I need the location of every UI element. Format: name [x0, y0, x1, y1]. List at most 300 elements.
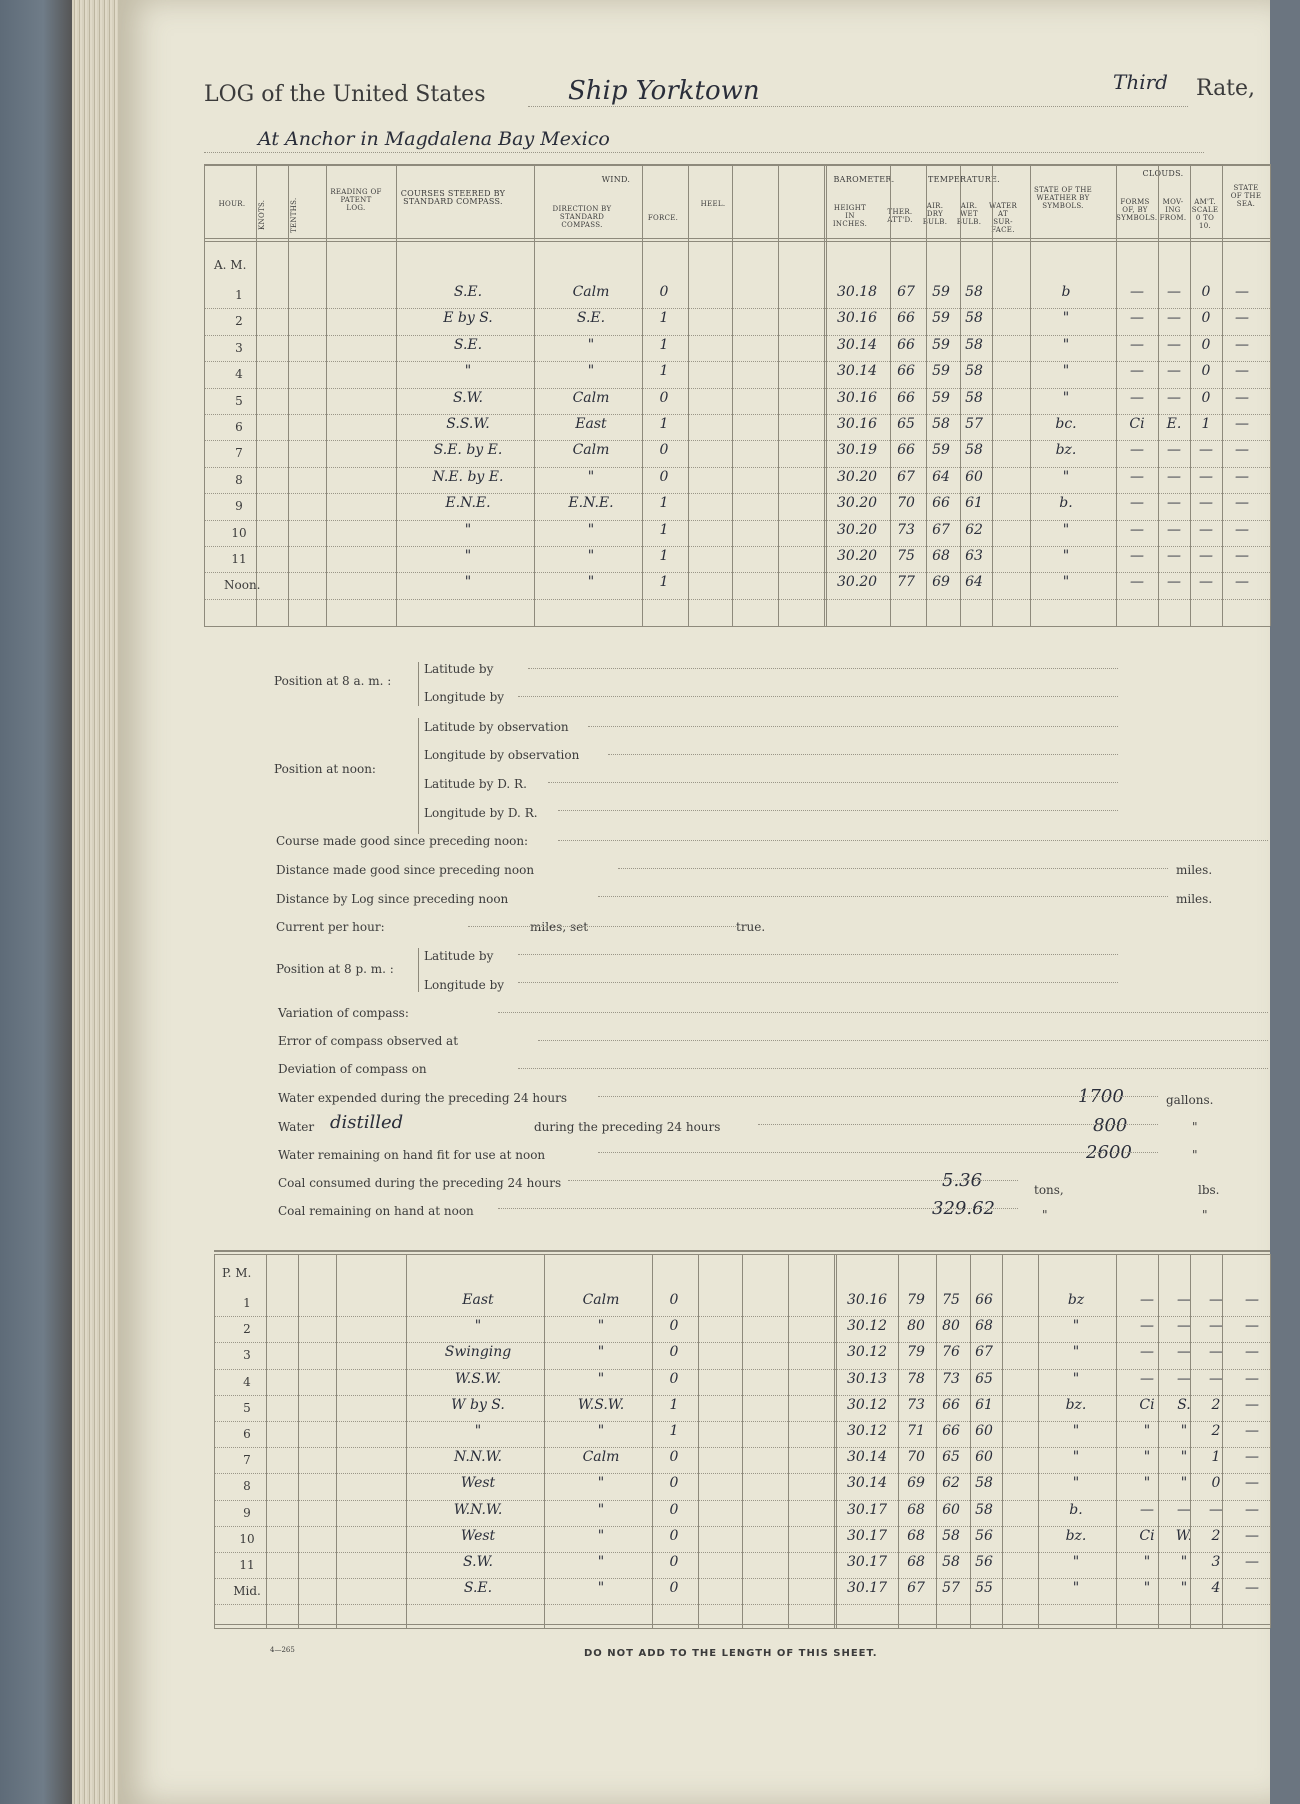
- weather-cell: bz.: [1065, 1527, 1087, 1544]
- wet-cell: 63: [965, 548, 983, 564]
- force-cell: 0: [659, 284, 669, 300]
- course-cell: Swinging: [444, 1344, 512, 1361]
- course-cell: S.E.: [463, 1580, 493, 1597]
- moving-cell: —: [1177, 1318, 1191, 1335]
- force-cell: 0: [669, 1344, 679, 1361]
- course-cell: S.W.: [453, 389, 483, 406]
- dir-cell: ": [597, 1475, 605, 1492]
- dir-cell: ": [587, 548, 595, 564]
- force-cell: 0: [669, 1370, 679, 1387]
- ther-cell: 70: [907, 1449, 925, 1466]
- bar-cell: 30.14: [846, 1449, 888, 1466]
- table-rule: [1116, 1254, 1117, 1628]
- moving-cell: ": [1180, 1580, 1188, 1597]
- course-cell: S.E.: [453, 336, 483, 353]
- weather-cell: b: [1061, 284, 1071, 300]
- wet-cell: 67: [975, 1344, 993, 1361]
- table-rule: [1116, 164, 1117, 626]
- dir-cell: ": [597, 1501, 605, 1518]
- table-rule: [1222, 1254, 1223, 1628]
- dry-cell: 76: [942, 1344, 960, 1361]
- moving-cell: —: [1167, 442, 1181, 459]
- water-during: during the preceding 24 hours: [534, 1120, 721, 1134]
- weather-cell: bc.: [1055, 416, 1077, 432]
- forms-cell: —: [1140, 1292, 1154, 1308]
- hour-cell: 10: [239, 1531, 255, 1546]
- table-rule: [836, 1254, 837, 1628]
- sea-cell: —: [1245, 1344, 1259, 1361]
- forms-cell: Ci: [1129, 416, 1145, 432]
- weather-cell: ": [1072, 1475, 1080, 1492]
- bar-cell: 30.16: [846, 1292, 888, 1308]
- log-sheet: [118, 0, 1270, 1804]
- hour-cell: Mid.: [233, 1584, 261, 1599]
- table-rule: [1158, 1254, 1159, 1628]
- course-cell: N.N.W.: [453, 1449, 502, 1466]
- table-rule: [698, 1254, 699, 1628]
- col-force: FORCE.: [647, 214, 679, 222]
- sea-cell: —: [1245, 1423, 1259, 1439]
- table-rule: [778, 164, 779, 626]
- dir-cell: ": [597, 1318, 605, 1335]
- ther-cell: 66: [897, 310, 915, 327]
- lat-by-8pm: Latitude by: [424, 949, 494, 963]
- moving-cell: —: [1167, 468, 1181, 485]
- dir-cell: Calm: [572, 442, 610, 459]
- course-cell: W.N.W.: [453, 1501, 503, 1518]
- miles-set: miles, set: [530, 920, 589, 934]
- hour-cell: 5: [243, 1400, 251, 1415]
- wet-cell: 58: [975, 1475, 993, 1492]
- weather-cell: ": [1072, 1423, 1080, 1439]
- miles-2: miles.: [1176, 892, 1213, 906]
- course-cell: ": [474, 1318, 482, 1335]
- col-heel: HEEL.: [700, 200, 726, 208]
- bar-cell: 30.14: [846, 1475, 888, 1492]
- ther-cell: 70: [897, 495, 915, 512]
- weather-cell: ": [1062, 336, 1070, 353]
- col-air-dry: AIR. DRY BULB.: [922, 202, 948, 226]
- wet-cell: 58: [965, 336, 983, 353]
- hour-cell: 3: [235, 340, 243, 355]
- moving-cell: —: [1167, 284, 1181, 300]
- course-cell: E by S.: [443, 310, 493, 327]
- dir-cell: W.S.W.: [577, 1396, 625, 1413]
- weather-cell: ": [1072, 1318, 1080, 1335]
- forms-cell: ": [1143, 1554, 1151, 1570]
- sea-cell: —: [1245, 1370, 1259, 1387]
- table-rule: [960, 164, 961, 626]
- amt-cell: 2: [1211, 1527, 1221, 1544]
- table-rule: [970, 1254, 971, 1628]
- amt-cell: 3: [1211, 1554, 1221, 1570]
- force-cell: 0: [669, 1292, 679, 1308]
- bar-cell: 30.16: [836, 389, 878, 406]
- weather-cell: ": [1072, 1580, 1080, 1597]
- moving-cell: ": [1180, 1475, 1188, 1492]
- sea-cell: —: [1235, 389, 1249, 406]
- wet-cell: 60: [975, 1449, 993, 1466]
- moving-cell: —: [1167, 310, 1181, 327]
- course-cell: S.E.: [453, 284, 483, 300]
- force-cell: 1: [659, 574, 669, 591]
- hour-cell: Noon.: [224, 578, 261, 593]
- table-rule: [1030, 164, 1031, 626]
- hour-cell: 11: [239, 1558, 255, 1572]
- amt-cell: —: [1209, 1501, 1223, 1518]
- am-label: A. M.: [214, 258, 247, 272]
- sea-cell: —: [1245, 1527, 1259, 1544]
- sea-cell: —: [1245, 1501, 1259, 1518]
- sea-cell: —: [1235, 363, 1249, 380]
- col-amount: AM'T. SCALE 0 TO 10.: [1191, 198, 1219, 230]
- bar-cell: 30.20: [836, 574, 878, 591]
- wet-cell: 66: [975, 1292, 993, 1308]
- water-expended-label: Water expended during the preceding 24 hours: [278, 1091, 568, 1105]
- bar-cell: 30.18: [836, 284, 878, 300]
- sea-cell: —: [1245, 1554, 1259, 1570]
- forms-cell: —: [1130, 442, 1144, 459]
- sea-cell: —: [1245, 1475, 1259, 1492]
- hour-cell: 6: [235, 420, 243, 434]
- course-cell: E.N.E.: [445, 495, 491, 512]
- current: Current per hour:: [276, 920, 385, 934]
- ther-cell: 73: [907, 1396, 925, 1413]
- moving-cell: —: [1167, 574, 1181, 591]
- wet-cell: 61: [965, 495, 983, 512]
- force-cell: 1: [659, 416, 669, 432]
- force-cell: 1: [659, 521, 669, 538]
- dry-cell: 57: [942, 1580, 960, 1597]
- forms-cell: —: [1130, 495, 1144, 512]
- sea-cell: —: [1245, 1396, 1259, 1413]
- moving-cell: W.: [1175, 1527, 1193, 1544]
- col-state-sea: STATE OF THE SEA.: [1230, 184, 1262, 208]
- ther-cell: 73: [897, 521, 915, 538]
- dry-cell: 68: [932, 548, 950, 564]
- amt-cell: —: [1209, 1344, 1223, 1361]
- tons: tons,: [1034, 1183, 1064, 1197]
- dry-cell: 73: [942, 1370, 960, 1387]
- dry-cell: 75: [942, 1292, 960, 1308]
- moving-cell: ": [1180, 1423, 1188, 1439]
- sea-cell: —: [1245, 1449, 1259, 1466]
- table-rule: [688, 164, 689, 626]
- forms-cell: —: [1130, 363, 1144, 380]
- dry-cell: 59: [932, 284, 950, 300]
- ther-cell: 68: [907, 1501, 925, 1518]
- long-by-8am: Longitude by: [424, 690, 505, 704]
- wet-cell: 56: [975, 1554, 993, 1570]
- dry-cell: 66: [942, 1396, 960, 1413]
- table-rule: [336, 1254, 337, 1628]
- dir-cell: ": [597, 1344, 605, 1361]
- force-cell: 0: [669, 1527, 679, 1544]
- table-rule: [544, 1254, 545, 1628]
- forms-cell: —: [1130, 310, 1144, 327]
- forms-cell: Ci: [1139, 1396, 1155, 1413]
- forms-cell: —: [1130, 548, 1144, 564]
- dry-cell: 65: [942, 1449, 960, 1466]
- amt-cell: 2: [1211, 1423, 1221, 1439]
- amt-cell: —: [1209, 1318, 1223, 1335]
- dir-cell: Calm: [582, 1292, 620, 1308]
- long-obs: Longitude by observation: [424, 748, 580, 762]
- force-cell: 1: [659, 495, 669, 512]
- forms-cell: ": [1143, 1475, 1151, 1492]
- dry-cell: 66: [932, 495, 950, 512]
- footer-notice: DO NOT ADD TO THE LENGTH OF THIS SHEET.: [584, 1648, 878, 1659]
- ther-cell: 66: [897, 389, 915, 406]
- brace: [418, 662, 419, 706]
- dir-cell: ": [597, 1580, 605, 1597]
- table-rule: [1222, 164, 1223, 626]
- moving-cell: ": [1180, 1554, 1188, 1570]
- wet-cell: 56: [975, 1527, 993, 1544]
- forms-cell: —: [1130, 389, 1144, 406]
- brace: [418, 718, 419, 834]
- moving-cell: —: [1177, 1370, 1191, 1387]
- course-cell: West: [460, 1475, 496, 1492]
- dir-cell: ": [587, 363, 595, 380]
- dir-cell: Calm: [572, 389, 610, 406]
- table-rule: [898, 1254, 899, 1628]
- force-cell: 0: [669, 1554, 679, 1570]
- ther-cell: 79: [907, 1344, 925, 1361]
- table-rule: [214, 1254, 215, 1628]
- dir-cell: ": [587, 336, 595, 353]
- dir-cell: S.E.: [576, 310, 606, 327]
- miles-1: miles.: [1176, 863, 1213, 877]
- col-tenths: TENTHS.: [290, 197, 298, 233]
- ther-cell: 69: [907, 1475, 925, 1492]
- coal-consumed-value: 5.36: [942, 1170, 983, 1191]
- bar-cell: 30.20: [836, 468, 878, 485]
- amt-cell: 0: [1201, 336, 1211, 353]
- moving-cell: —: [1177, 1344, 1191, 1361]
- force-cell: 1: [669, 1396, 679, 1413]
- force-cell: 1: [659, 310, 669, 327]
- table-rule: [642, 164, 643, 626]
- force-cell: 0: [659, 468, 669, 485]
- dry-cell: 66: [942, 1423, 960, 1439]
- col-wind: WIND.: [601, 175, 631, 184]
- ther-cell: 66: [897, 442, 915, 459]
- ther-cell: 67: [897, 284, 915, 300]
- wet-cell: 58: [965, 284, 983, 300]
- hour-cell: 8: [235, 472, 243, 487]
- dry-cell: 58: [942, 1554, 960, 1570]
- bar-cell: 30.17: [846, 1501, 888, 1518]
- bar-cell: 30.12: [846, 1318, 888, 1335]
- amt-cell: 4: [1211, 1580, 1221, 1597]
- wet-cell: 68: [975, 1318, 993, 1335]
- amt-cell: —: [1199, 442, 1213, 459]
- dry-cell: 80: [942, 1318, 960, 1335]
- course-cell: ": [474, 1423, 482, 1439]
- pos-8pm-label: Position at 8 p. m. :: [276, 962, 394, 976]
- course-cell: ": [464, 574, 472, 591]
- location-line: At Anchor in Magdalena Bay Mexico: [258, 128, 610, 150]
- col-hour: HOUR.: [218, 200, 246, 208]
- col-height: HEIGHT IN INCHES.: [832, 204, 868, 228]
- dir-cell: ": [587, 521, 595, 538]
- dir-cell: Calm: [582, 1449, 620, 1466]
- force-cell: 0: [669, 1580, 679, 1597]
- course-cell: ": [464, 548, 472, 564]
- table-rule: [406, 1254, 407, 1628]
- dir-cell: ": [597, 1527, 605, 1544]
- table-rule: [266, 1254, 267, 1628]
- col-moving: MOV-ING FROM.: [1159, 198, 1187, 222]
- table-rule: [1190, 164, 1191, 626]
- table-rule: [1002, 1254, 1003, 1628]
- amt-cell: —: [1209, 1292, 1223, 1308]
- bar-cell: 30.20: [836, 521, 878, 538]
- form-number: 4—265: [270, 1646, 295, 1654]
- sea-cell: —: [1235, 521, 1249, 538]
- lat-obs: Latitude by observation: [424, 720, 569, 734]
- moving-cell: —: [1167, 363, 1181, 380]
- force-cell: 0: [659, 442, 669, 459]
- table-rule: [1190, 1254, 1191, 1628]
- dist-log: Distance by Log since preceding noon: [276, 892, 509, 906]
- dry-cell: 58: [942, 1527, 960, 1544]
- col-barometer: BAROMETER.: [833, 175, 895, 184]
- force-cell: 1: [659, 363, 669, 380]
- course-cell: ": [464, 521, 472, 538]
- wet-cell: 58: [965, 310, 983, 327]
- water-distilled-value: 800: [1093, 1115, 1128, 1136]
- dry-cell: 59: [932, 442, 950, 459]
- dir-cell: E.N.E.: [568, 495, 614, 512]
- sea-cell: —: [1235, 442, 1249, 459]
- bar-cell: 30.20: [836, 495, 878, 512]
- weather-cell: ": [1062, 310, 1070, 327]
- amt-cell: 1: [1211, 1449, 1221, 1466]
- water-word: Water: [278, 1120, 315, 1134]
- force-cell: 0: [669, 1501, 679, 1518]
- bar-cell: 30.12: [846, 1344, 888, 1361]
- moving-cell: —: [1167, 495, 1181, 512]
- dry-cell: 64: [932, 468, 950, 485]
- hour-cell: 1: [235, 288, 243, 302]
- force-cell: 1: [669, 1423, 679, 1439]
- table-rule: [732, 164, 733, 626]
- pos-noon-label: Position at noon:: [274, 762, 376, 776]
- table-rule: [534, 164, 535, 626]
- ther-cell: 65: [897, 416, 915, 432]
- ther-cell: 79: [907, 1292, 925, 1308]
- dry-cell: 59: [932, 363, 950, 380]
- col-ther: THER. ATT'D.: [887, 208, 913, 224]
- bar-cell: 30.20: [836, 548, 878, 564]
- ther-cell: 77: [897, 574, 915, 591]
- hour-cell: 11: [231, 552, 247, 566]
- amt-cell: —: [1199, 574, 1213, 591]
- dir-cell: ": [597, 1554, 605, 1570]
- ther-cell: 71: [907, 1423, 925, 1439]
- col-clouds: CLOUDS.: [1142, 169, 1184, 178]
- table-rule: [824, 164, 825, 626]
- weather-cell: ": [1062, 468, 1070, 485]
- weather-cell: b.: [1059, 495, 1073, 512]
- col-state-weather: STATE OF THE WEATHER BY SYMBOLS.: [1033, 186, 1093, 210]
- hour-cell: 2: [235, 314, 243, 329]
- lbs: lbs.: [1198, 1183, 1220, 1197]
- moving-cell: —: [1167, 389, 1181, 406]
- table-rule: [926, 164, 927, 626]
- course-cell: S.S.W.: [446, 416, 490, 432]
- weather-cell: ": [1062, 521, 1070, 538]
- pm-label: P. M.: [222, 1266, 252, 1280]
- wet-cell: 60: [975, 1423, 993, 1439]
- col-water-surface: WATER AT SUR-FACE.: [988, 202, 1018, 234]
- col-patent-log: READING OF PATENT LOG.: [330, 188, 382, 212]
- dist-good: Distance made good since preceding noon: [276, 863, 535, 877]
- log-title-prefix: LOG of the United States: [204, 82, 486, 107]
- bar-cell: 30.13: [846, 1370, 888, 1387]
- forms-cell: ": [1143, 1449, 1151, 1466]
- moving-cell: ": [1180, 1449, 1188, 1466]
- background-right: [1270, 0, 1300, 1804]
- ther-cell: 68: [907, 1554, 925, 1570]
- ditto-3: ": [1042, 1208, 1048, 1222]
- weather-cell: b.: [1069, 1501, 1083, 1518]
- lat-by-8am: Latitude by: [424, 662, 494, 676]
- long-by-8pm: Longitude by: [424, 978, 505, 992]
- forms-cell: Ci: [1139, 1527, 1155, 1544]
- forms-cell: —: [1130, 468, 1144, 485]
- hour-cell: 9: [243, 1505, 251, 1520]
- hour-cell: 1: [243, 1296, 251, 1310]
- hour-cell: 10: [231, 525, 247, 540]
- table-rule: [1270, 1254, 1271, 1628]
- brace: [418, 948, 419, 992]
- distilled: distilled: [330, 1112, 404, 1133]
- weather-cell: bz.: [1055, 442, 1077, 459]
- table-rule: [326, 164, 327, 626]
- table-rule: [834, 1254, 835, 1628]
- table-rule: [1270, 164, 1271, 626]
- force-cell: 0: [669, 1475, 679, 1492]
- dry-cell: 59: [932, 310, 950, 327]
- moving-cell: S.: [1177, 1396, 1191, 1413]
- course-cell: W by S.: [451, 1396, 505, 1413]
- amt-cell: 2: [1211, 1396, 1221, 1413]
- sea-cell: —: [1235, 336, 1249, 353]
- rate-value: Third: [1113, 70, 1168, 94]
- bar-cell: 30.14: [836, 336, 878, 353]
- table-rule: [256, 164, 257, 626]
- col-air-wet: AIR. WET BULB.: [956, 202, 982, 226]
- force-cell: 0: [669, 1449, 679, 1466]
- wet-cell: 57: [965, 416, 983, 432]
- table-rule: [992, 164, 993, 626]
- sea-cell: —: [1235, 574, 1249, 591]
- dry-cell: 59: [932, 389, 950, 406]
- amt-cell: —: [1209, 1370, 1223, 1387]
- ther-cell: 80: [907, 1318, 925, 1335]
- course-cell: W.S.W.: [454, 1370, 502, 1387]
- amt-cell: —: [1199, 521, 1213, 538]
- amt-cell: 0: [1201, 284, 1211, 300]
- amt-cell: 0: [1211, 1475, 1221, 1492]
- forms-cell: —: [1130, 336, 1144, 353]
- coal-remaining-value: 329.62: [932, 1198, 995, 1219]
- vessel-name: Ship Yorktown: [568, 76, 760, 106]
- col-temperature: TEMPERATURE.: [927, 175, 1001, 184]
